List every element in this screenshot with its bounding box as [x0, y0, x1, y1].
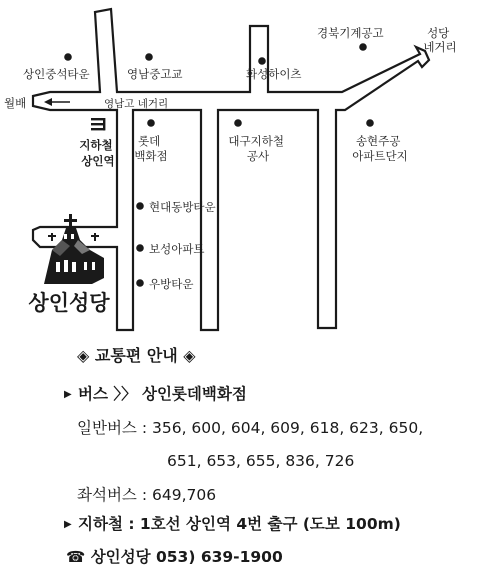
seat-bus-routes: 649,706: [151, 486, 217, 504]
daegu-line2: 공사: [246, 149, 270, 163]
place-dot: [145, 53, 153, 61]
lotte-line2: 백화점: [134, 149, 168, 163]
regular-bus-routes-2: 651, 653, 655, 836, 726: [167, 452, 355, 470]
place-label-hwaseong-heights: 화성하이츠: [246, 67, 302, 81]
place-label-yeongnam-junction: 영남고 네거리: [104, 98, 169, 110]
subway-line2: 상인역: [81, 154, 115, 168]
place-label-hyundai-town: 현대동방타운: [149, 200, 216, 214]
regular-bus-row: [77, 418, 480, 438]
seat-bus-row: [77, 485, 480, 505]
songhyeon-line2: 아파트단지: [352, 149, 408, 163]
seongdang-line2: 네거리: [423, 40, 457, 54]
daegu-line1: 대구지하철: [228, 134, 284, 148]
seongdang-line1: 성당: [427, 26, 450, 40]
subway-info-row: [64, 514, 480, 535]
place-label-yeongnam-school: 영남중고교: [127, 67, 183, 81]
seat-bus-label: 좌석버스 :: [77, 486, 148, 504]
lotte-line1: 롯데: [138, 134, 161, 148]
place-label-songhyeon-apt: [352, 134, 408, 163]
regular-bus-label: 일반버스 :: [77, 419, 148, 437]
songhyeon-line1: 송현주공: [355, 134, 401, 148]
regular-bus-routes-1: 356, 600, 604, 609, 618, 623, 650,: [151, 419, 424, 437]
place-label-lotte-store: [134, 134, 167, 163]
place-dot: [136, 202, 144, 210]
place-label-seongdang-junction: [423, 26, 456, 54]
place-label-boseong-apt: 보성아파트: [149, 242, 205, 256]
place-label-sangin-jungseok: 상인중석타운: [23, 67, 90, 81]
bus-label: 버스 〉〉 상인롯데백화점: [78, 385, 247, 403]
place-label-daegu-subway-corp: [228, 134, 287, 163]
place-label-gyeongbuk-school: 경북기계공고: [317, 26, 384, 40]
place-dot: [258, 57, 266, 65]
place-label-woobang-town: 우방타운: [149, 277, 194, 291]
place-label-subway-station: [79, 138, 116, 168]
triangle-right-icon: ▶: [64, 389, 72, 400]
place-label-sangin-church: 상인성당: [28, 291, 110, 315]
place-dot: [234, 119, 242, 127]
place-label-wolbae: 월배: [4, 96, 27, 110]
info-title: ◈ 교통편 안내 ◈: [77, 346, 196, 365]
place-dot: [136, 244, 144, 252]
place-dot: [366, 119, 374, 127]
place-dot: [147, 119, 155, 127]
phone-info: ☎ 상인성당 053) 639-1900: [66, 548, 283, 566]
bus-heading: [64, 384, 480, 405]
church-icon: [44, 214, 104, 284]
triangle-right-icon: ▶: [64, 519, 72, 530]
subway-icon: [91, 118, 105, 130]
subway-info: 지하철 : 1호선 상인역 4번 출구 (도보 100m): [78, 515, 401, 533]
place-dot: [359, 43, 367, 51]
place-dot: [64, 53, 72, 61]
place-dot: [136, 279, 144, 287]
subway-line1: 지하철: [79, 138, 113, 152]
